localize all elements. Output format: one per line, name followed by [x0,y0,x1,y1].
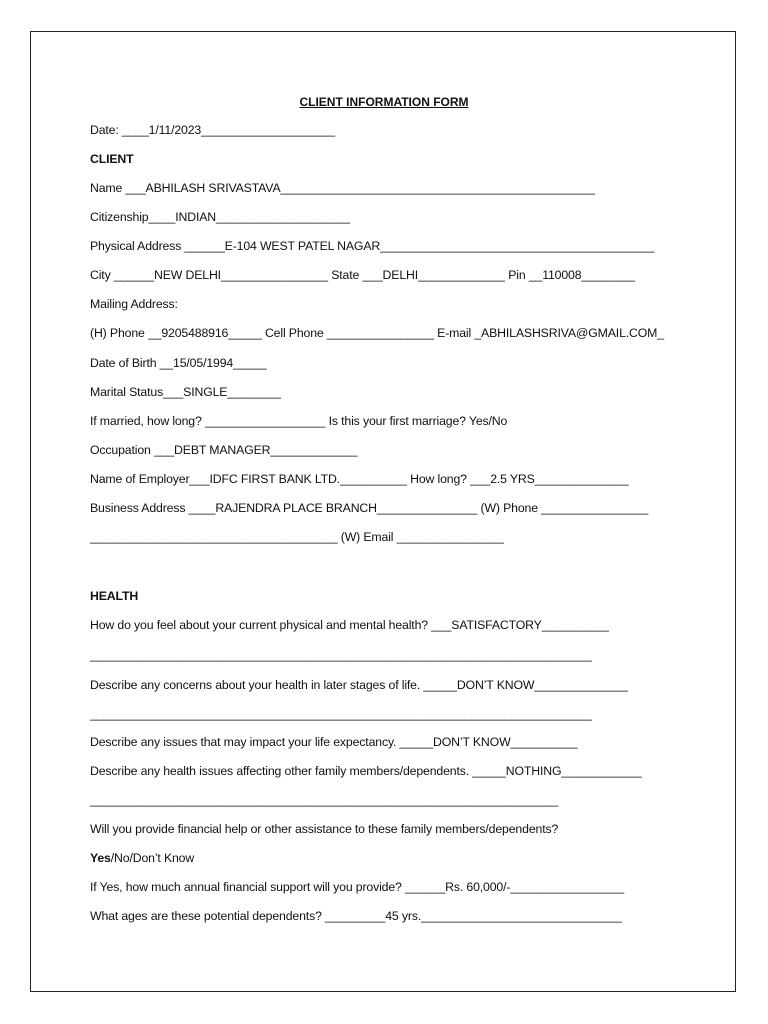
city-state-pin-field: City ______NEW DELHI________________ State ___DELHI_____________ Pin __110008________ [90,268,635,282]
financial-help-question: Will you provide financial help or other assistance to these family members/dependents? [90,822,559,836]
business-address-field: Business Address ____RAJENDRA PLACE BRANCH_______________ (W) Phone ________________ [90,501,649,515]
health-concerns-field: Describe any concerns about your health in later stages of life. _____DON’T KNOW______________ [90,678,628,692]
health-feeling-field: How do you feel about your current physical and mental health? ___SATISFACTORY__________ [90,618,609,632]
phone-email-field: (H) Phone __9205488916_____ Cell Phone ________________ E-mail _ABHILASHSRIVA@GMAIL.COM_ [90,326,664,340]
name-field: Name ___ABHILASH SRIVASTAVA_______________________________________________ [90,181,595,195]
blank-line: ___________________________________________________________________________ [90,707,592,721]
financial-help-answer [90,850,194,866]
client-heading: CLIENT [90,152,134,166]
occupation-field: Occupation ___DEBT MANAGER_____________ [90,443,358,457]
work-email-field: _____________________________________ (W) Email ________________ [90,530,504,544]
blank-line: ___________________________________________________________________________ [90,648,592,662]
no-dont-know-options: /No/Don’t Know [110,851,195,865]
citizenship-field: Citizenship____INDIAN____________________ [90,210,350,224]
blank-line: ______________________________________________________________________ [90,793,559,807]
date-field: Date: ____1/11/2023____________________ [90,123,335,137]
life-expectancy-field: Describe any issues that may impact your life expectancy. _____DON’T KNOW__________ [90,735,578,749]
health-heading: HEALTH [90,589,139,603]
dependent-ages-field: What ages are these potential dependents? _________45 yrs.______________________________ [90,909,622,923]
mailing-address-field: Mailing Address: [90,297,178,311]
date-of-birth-field: Date of Birth __15/05/1994_____ [90,356,267,370]
family-health-field: Describe any health issues affecting other family members/dependents. _____NOTHING____________ [90,764,642,778]
form-title: CLIENT INFORMATION FORM [299,95,469,109]
marital-status-field: Marital Status___SINGLE________ [90,385,281,399]
physical-address-field: Physical Address ______E-104 WEST PATEL NAGAR_________________________________________ [90,239,655,253]
employer-field: Name of Employer___IDFC FIRST BANK LTD.__________ How long? ___2.5 YRS______________ [90,472,629,486]
annual-support-field: If Yes, how much annual financial support will you provide? ______Rs. 60,000/-_________________ [90,880,625,894]
marriage-duration-field: If married, how long? __________________ Is this your first marriage? Yes/No [90,414,508,428]
yes-answer: Yes [90,851,111,865]
